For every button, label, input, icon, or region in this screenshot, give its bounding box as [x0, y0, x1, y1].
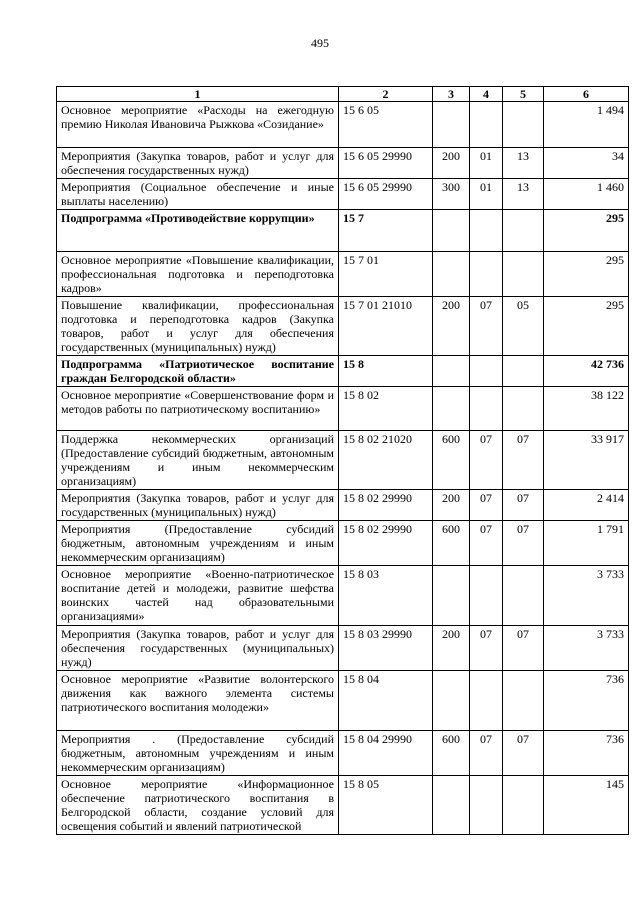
table-row [57, 252, 629, 297]
table-cell-vr: 600 [433, 431, 470, 490]
table-cell-sum: 3 733 [544, 626, 629, 671]
table-cell-pr [503, 252, 544, 297]
table-cell-name: Повышение квалификации, профессиональная подготовка и переподготовка кадров (Закупка товаров, работ и услуг для обеспечения государственных (муниципальных) нужд) [57, 297, 339, 356]
table-cell-sum: 2 414 [544, 490, 629, 521]
table-cell-vr [433, 252, 470, 297]
table-cell-pr: 07 [503, 731, 544, 776]
table-cell-vr [433, 102, 470, 148]
table-row [57, 521, 629, 566]
table-cell-name: Основное мероприятие «Развитие волонтерского движения как важного элемента системы патриотического воспитания молодежи» [57, 671, 339, 731]
table-cell-pr: 05 [503, 297, 544, 356]
table-cell-sum: 38 122 [544, 387, 629, 431]
table-cell-pr: 07 [503, 521, 544, 566]
table-row [57, 776, 629, 835]
table-cell-rz: 01 [470, 179, 503, 210]
column-header: 3 [433, 87, 470, 102]
table-cell-vr: 200 [433, 297, 470, 356]
table-cell-pr [503, 356, 544, 387]
table-cell-vr [433, 356, 470, 387]
table-cell-sum: 295 [544, 210, 629, 252]
table-cell-sum: 1 460 [544, 179, 629, 210]
column-header: 2 [339, 87, 433, 102]
table-cell-sum: 736 [544, 731, 629, 776]
table-cell-rz [470, 387, 503, 431]
table-cell-rz [470, 252, 503, 297]
table-cell-sum: 295 [544, 252, 629, 297]
table-row [57, 731, 629, 776]
table-cell-code: 15 8 02 21020 [339, 431, 433, 490]
table-cell-code: 15 8 03 [339, 566, 433, 626]
table-cell-name: Основное мероприятие «Информационное обеспечение патриотического воспитания в Белгородской области, создание условий для освещения событий и явлений патриотической [57, 776, 339, 835]
table-row [57, 566, 629, 626]
table-cell-code: 15 6 05 [339, 102, 433, 148]
table-cell-rz: 07 [470, 731, 503, 776]
table-cell-name: Подпрограмма «Противодействие коррупции» [57, 210, 339, 252]
table-cell-pr: 07 [503, 431, 544, 490]
table-cell-vr [433, 210, 470, 252]
table-cell-pr [503, 566, 544, 626]
table-cell-vr [433, 776, 470, 835]
table-cell-code: 15 8 02 29990 [339, 521, 433, 566]
table-cell-code: 15 8 04 29990 [339, 731, 433, 776]
table-cell-code: 15 7 01 21010 [339, 297, 433, 356]
table-row [57, 356, 629, 387]
budget-table [56, 86, 629, 835]
table-cell-name: Основное мероприятие «Повышение квалификации, профессиональная подготовка и переподготовка кадров» [57, 252, 339, 297]
table-cell-rz: 07 [470, 431, 503, 490]
table-cell-vr [433, 671, 470, 731]
table-cell-vr: 200 [433, 148, 470, 179]
table-row [57, 490, 629, 521]
column-header: 5 [503, 87, 544, 102]
table-cell-code: 15 6 05 29990 [339, 179, 433, 210]
table-cell-sum: 295 [544, 297, 629, 356]
table-row [57, 671, 629, 731]
table-cell-name: Основное мероприятие «Военно-патриотическое воспитание детей и молодежи, развитие шефства воинских частей над образовательными организациями» [57, 566, 339, 626]
table-cell-sum: 33 917 [544, 431, 629, 490]
table-cell-sum: 145 [544, 776, 629, 835]
table-cell-vr: 300 [433, 179, 470, 210]
page-number: 495 [311, 36, 329, 50]
table-cell-sum: 34 [544, 148, 629, 179]
table-cell-rz [470, 210, 503, 252]
table-cell-rz: 07 [470, 626, 503, 671]
column-header: 4 [470, 87, 503, 102]
table-cell-name: Основное мероприятие «Совершенствование форм и методов работы по патриотическому воспитанию» [57, 387, 339, 431]
table-cell-code: 15 8 05 [339, 776, 433, 835]
table-cell-sum: 1 494 [544, 102, 629, 148]
table-cell-vr: 200 [433, 490, 470, 521]
table-cell-sum: 736 [544, 671, 629, 731]
table-row [57, 102, 629, 148]
table-cell-name: Мероприятия (Социальное обеспечение и иные выплаты населению) [57, 179, 339, 210]
table-cell-pr [503, 387, 544, 431]
table-cell-sum: 1 791 [544, 521, 629, 566]
table-cell-code: 15 7 [339, 210, 433, 252]
table-cell-rz: 07 [470, 490, 503, 521]
table-cell-vr: 600 [433, 731, 470, 776]
table-cell-pr: 07 [503, 626, 544, 671]
table-cell-code: 15 8 02 29990 [339, 490, 433, 521]
table-cell-code: 15 8 04 [339, 671, 433, 731]
table-cell-code: 15 6 05 29990 [339, 148, 433, 179]
table-row [57, 210, 629, 252]
table-row [57, 148, 629, 179]
table-cell-name: Основное мероприятие «Расходы на ежегодную премию Николая Ивановича Рыжкова «Созидание» [57, 102, 339, 148]
table-cell-pr [503, 102, 544, 148]
table-row [57, 387, 629, 431]
table-row [57, 179, 629, 210]
table-cell-name: Мероприятия (Закупка товаров, работ и услуг для обеспечения государственных (муниципальных) нужд) [57, 626, 339, 671]
table-cell-pr [503, 210, 544, 252]
table-cell-name: Мероприятия (Закупка товаров, работ и услуг для обеспечения государственных нужд) [57, 148, 339, 179]
table-cell-pr: 13 [503, 179, 544, 210]
table-cell-code: 15 8 [339, 356, 433, 387]
table-row [57, 431, 629, 490]
table-cell-sum: 42 736 [544, 356, 629, 387]
table-row [57, 626, 629, 671]
table-cell-name: Мероприятия (Закупка товаров, работ и услуг для государственных (муниципальных) нужд) [57, 490, 339, 521]
table-cell-rz: 01 [470, 148, 503, 179]
table-cell-vr [433, 566, 470, 626]
table-cell-pr [503, 671, 544, 731]
table-cell-vr [433, 387, 470, 431]
table-cell-rz [470, 776, 503, 835]
table-cell-code: 15 8 02 [339, 387, 433, 431]
table-cell-rz [470, 356, 503, 387]
table-cell-name: Мероприятия (Предоставление субсидий бюджетным, автономным учреждениям и иным некоммерческим организациям) [57, 521, 339, 566]
table-cell-vr: 200 [433, 626, 470, 671]
table-cell-name: Мероприятия . (Предоставление субсидий бюджетным, автономным учреждениям и иным некоммерческим организациям) [57, 731, 339, 776]
column-header: 6 [544, 87, 629, 102]
table-cell-pr: 07 [503, 490, 544, 521]
table-cell-code: 15 7 01 [339, 252, 433, 297]
table-cell-rz [470, 671, 503, 731]
table-row [57, 297, 629, 356]
table-cell-rz [470, 102, 503, 148]
table-cell-vr: 600 [433, 521, 470, 566]
column-header: 1 [57, 87, 339, 102]
table-cell-sum: 3 733 [544, 566, 629, 626]
table-body [57, 102, 629, 835]
table-cell-rz: 07 [470, 297, 503, 356]
table-cell-pr: 13 [503, 148, 544, 179]
table-cell-name: Подпрограмма «Патриотическое воспитание граждан Белгородской области» [57, 356, 339, 387]
table-cell-rz: 07 [470, 521, 503, 566]
table-cell-pr [503, 776, 544, 835]
table-cell-name: Поддержка некоммерческих организаций (Предоставление субсидий бюджетным, автономным учреждениям и иным некоммерческим организациям) [57, 431, 339, 490]
table-cell-rz [470, 566, 503, 626]
header-row [57, 87, 629, 102]
table-cell-code: 15 8 03 29990 [339, 626, 433, 671]
